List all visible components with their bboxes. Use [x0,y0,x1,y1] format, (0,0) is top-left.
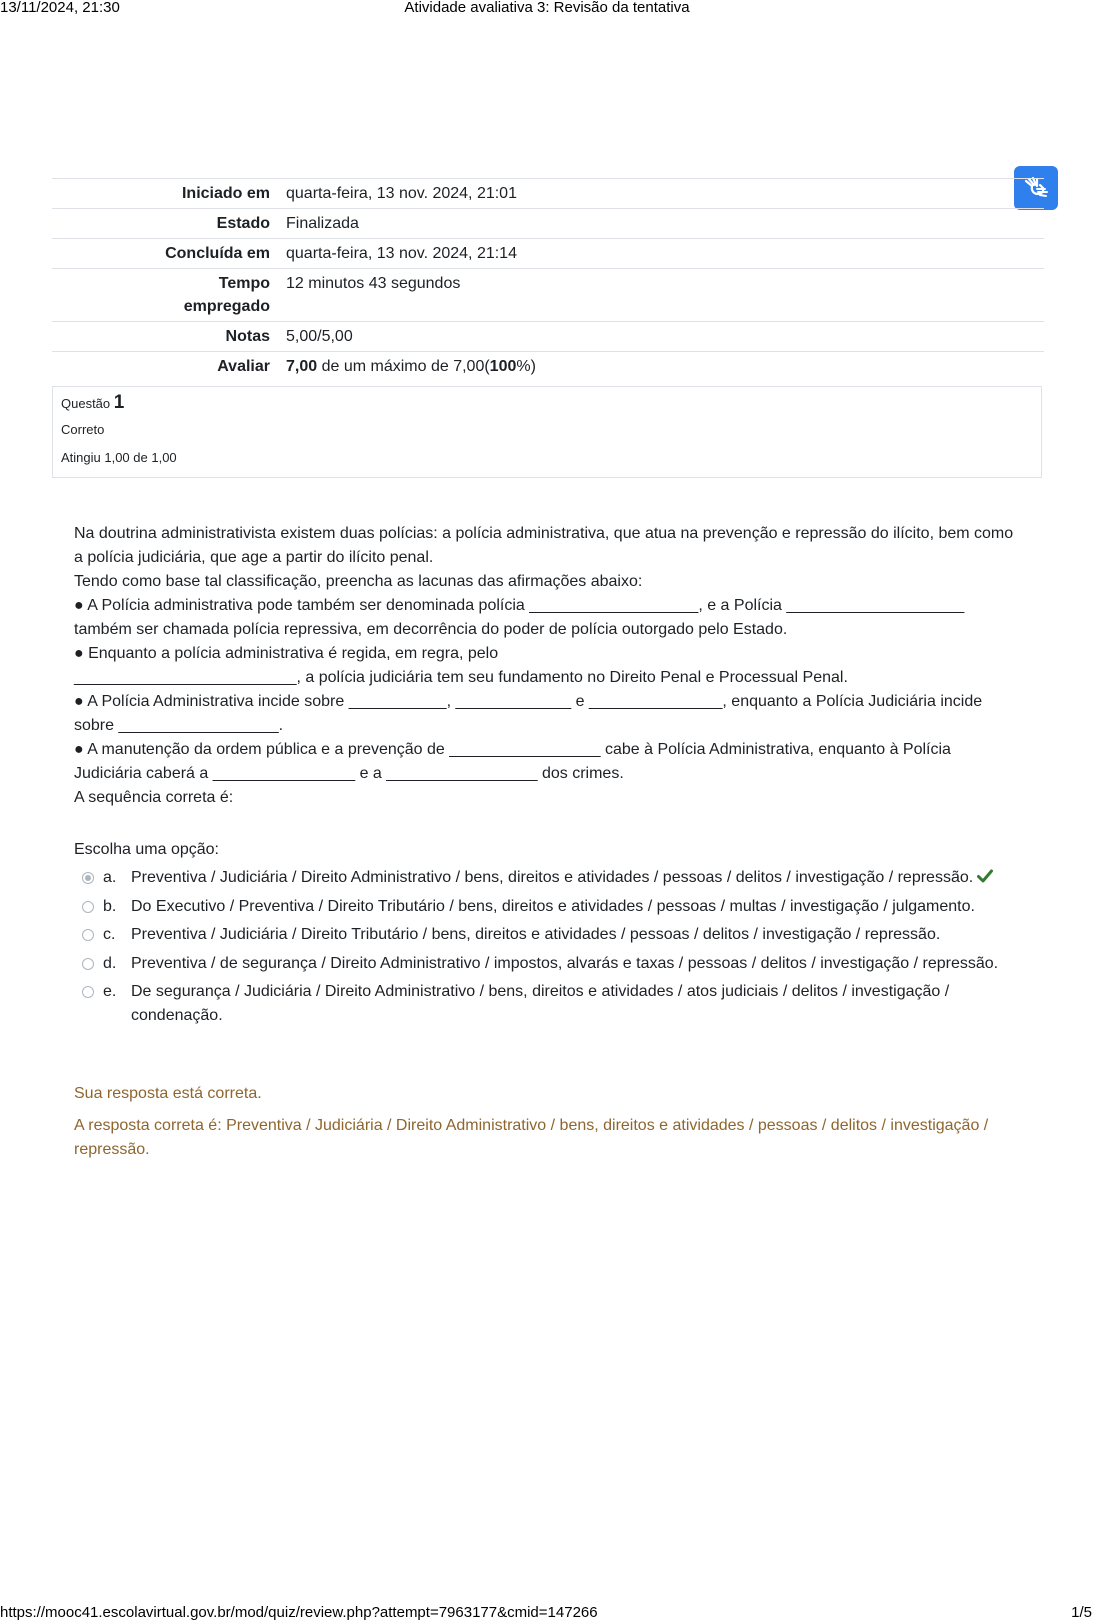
summary-row-time-taken [52,269,1044,322]
question-paragraph: Tendo como base tal classificação, preencha as lacunas das afirmações abaixo: [74,573,643,590]
answer-option-c[interactable] [82,923,1018,947]
answer-option-e[interactable] [82,980,1018,1028]
radio-icon[interactable] [82,929,94,941]
radio-icon[interactable] [82,986,94,998]
grade-percent: 100 [489,358,517,375]
question-grade: Atingiu 1,00 de 1,00 [61,450,177,465]
question-paragraph: Na doutrina administrativista existem duas polícias: a polícia administrativa, que atua na prevenção e repressão do ilícito, bem como a polícia judiciária, que age a partir do ilícito penal. [74,525,1014,566]
question-paragraph: ● A Polícia Administrativa incide sobre ___________, _____________ e _______________, enquanto a Polícia Judiciária incide sobre __________________. [74,693,983,734]
question-number-value: 1 [113,392,125,413]
summary-label: Iniciado em [52,179,286,209]
radio-icon[interactable] [82,958,94,970]
summary-row-completed [52,239,1044,269]
grade-percent-suffix: %) [516,358,536,375]
question-paragraph: A sequência correta é: [74,789,234,806]
radio-icon[interactable] [82,901,94,913]
question-label: Questão [61,396,111,411]
summary-row-marks [52,322,1044,352]
question-paragraph: ● Enquanto a polícia administrativa é regida, em regra, pelo [74,645,499,662]
summary-value [286,352,1044,382]
print-url: https://mooc41.escolavirtual.gov.br/mod/quiz/review.php?attempt=7963177&cmid=147266 [0,1604,598,1621]
attempt-summary-table [52,178,1044,381]
radio-selected-icon[interactable] [82,872,94,884]
option-text: Preventiva / Judiciária / Direito Administrativo / bens, direitos e atividades / pessoas / delitos / investigação / repressão. [131,869,974,886]
feedback-correct-message: Sua resposta está correta. [74,1085,262,1102]
option-text-wrap [131,866,1018,890]
print-header [0,0,1094,18]
summary-value: Finalizada [286,209,1044,239]
question-info-box [52,386,1042,478]
summary-label: Notas [52,322,286,352]
summary-value: 12 minutos 43 segundos [286,269,1044,322]
option-letter: a. [103,869,117,886]
question-state: Correto [61,422,105,437]
feedback-right-answer: A resposta correta é: Preventiva / Judiciária / Direito Administrativo / bens, direitos e atividades / pessoas / delitos / investigação / repressão. [74,1117,989,1158]
answer-option-a[interactable] [82,866,1018,890]
print-title: Atividade avaliativa 3: Revisão da tentativa [404,0,690,16]
summary-label: Tempo empregado [52,269,286,322]
option-text: De segurança / Judiciária / Direito Administrativo / bens, direitos e atividades / atos judiciais / delitos / investigação / condenação. [131,983,950,1024]
summary-value: quarta-feira, 13 nov. 2024, 21:01 [286,179,1044,209]
option-letter: c. [103,926,116,943]
answer-option-b[interactable] [82,895,1018,919]
option-letter: b. [103,897,117,915]
answer-options [82,866,1018,1033]
option-text: Do Executivo / Preventiva / Direito Tributário / bens, direitos e atividades / pessoas / multas / investigação / julgamento. [131,897,975,915]
question-paragraph: ● A manutenção da ordem pública e a prevenção de _________________ cabe à Polícia Administrativa, enquanto à Polícia Judiciária caberá a ________________ e a _________________ dos crimes. [74,741,951,782]
question-paragraph: ● A Polícia administrativa pode também ser denominada polícia ___________________, e a Polícia ____________________ também ser chamada polícia repressiva, em decorrência do poder de polícia outorgado pelo Estado. [74,597,965,638]
question-number [61,393,1033,414]
summary-value: 5,00/5,00 [286,322,1044,352]
summary-value: quarta-feira, 13 nov. 2024, 21:14 [286,239,1044,269]
question-feedback [74,1082,1018,1162]
print-page-number: 1/5 [1071,1604,1092,1621]
print-footer [0,1603,1094,1623]
option-letter: d. [103,954,117,972]
summary-row-state [52,209,1044,239]
option-letter: e. [103,983,117,1000]
grade-value: 7,00 [286,358,318,375]
choose-option-prompt: Escolha uma opção: [74,841,219,858]
grade-max-text: de um máximo de 7,00( [317,358,490,375]
summary-row-started [52,179,1044,209]
option-text: Preventiva / Judiciária / Direito Tributário / bens, direitos e atividades / pessoas / delitos / investigação / repressão. [131,926,941,943]
question-text [74,522,1018,810]
summary-label: Estado [52,209,286,239]
correct-check-icon [977,869,993,883]
summary-label: Avaliar [52,352,286,382]
answer-option-d[interactable] [82,952,1018,976]
option-text: Preventiva / de segurança / Direito Administrativo / impostos, alvarás e taxas / pessoas / delitos / investigação / repressão. [131,954,999,972]
summary-row-grade [52,352,1044,382]
print-datetime: 13/11/2024, 21:30 [0,0,120,16]
question-paragraph: _________________________, a polícia judiciária tem seu fundamento no Direito Penal e Processual Penal. [74,669,848,686]
summary-label: Concluída em [52,239,286,269]
